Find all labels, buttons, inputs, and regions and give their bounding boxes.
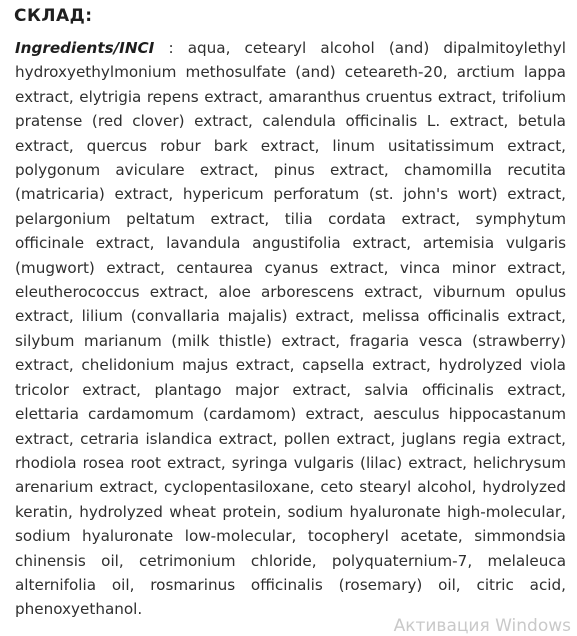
section-heading: СКЛАД: — [14, 6, 93, 26]
windows-activation-watermark: Активация Windows — [393, 616, 571, 636]
ingredients-label: Ingredients/INCI — [15, 39, 155, 57]
ingredients-paragraph — [15, 36, 566, 622]
ingredients-list: : aqua, cetearyl alcohol (and) dipalmitoylethyl hydroxyethylmonium methosulfate (and) ceteareth-20, arctium lappa extract, elytrigia repens extract, amaranthus cruentus extract, trifolium pratense (red clover) extract, calendula officinalis L. extract, betula extract, quercus robur bark extract, linum usitatissimum extract, polygonum aviculare extract, pinus extract, chamomilla recutita (matricaria) extract, hypericum perforatum (st. john's wort) extract, pelargonium peltatum extract, tilia cordata extract, symphytum officinale extract, lavandula angustifolia extract, artemisia vulgaris (mugwort) extract, centaurea cyanus extract, vinca minor extract, eleutherococcus extract, aloe arborescens extract, viburnum opulus extract, lilium (convallaria majalis) extract, melissa officinalis extract, silybum marianum (milk thistle) extract, fragaria vesca (strawberry) extract, chelidonium majus extract, capsella extract, hydrolyzed viola tricolor extract, plantago major extract, salvia officinalis extract, elettaria cardamomum (cardamom) extract, aesculus hippocastanum extract, cetraria islandica extract, pollen extract, juglans regia extract, rhodiola rosea root extract, syringa vulgaris (lilac) extract, helichrysum arenarium extract, cyclopentasiloxane, ceto stearyl alcohol, hydrolyzed keratin, hydrolyzed wheat protein, sodium hyaluronate high-molecular, sodium hyaluronate low-molecular, tocopheryl acetate, simmondsia chinensis oil, cetrimonium chloride, polyquaternium-7, melaleuca alternifolia oil, rosmarinus officinalis (rosemary) oil, citric acid, phenoxyethanol. — [15, 39, 566, 619]
